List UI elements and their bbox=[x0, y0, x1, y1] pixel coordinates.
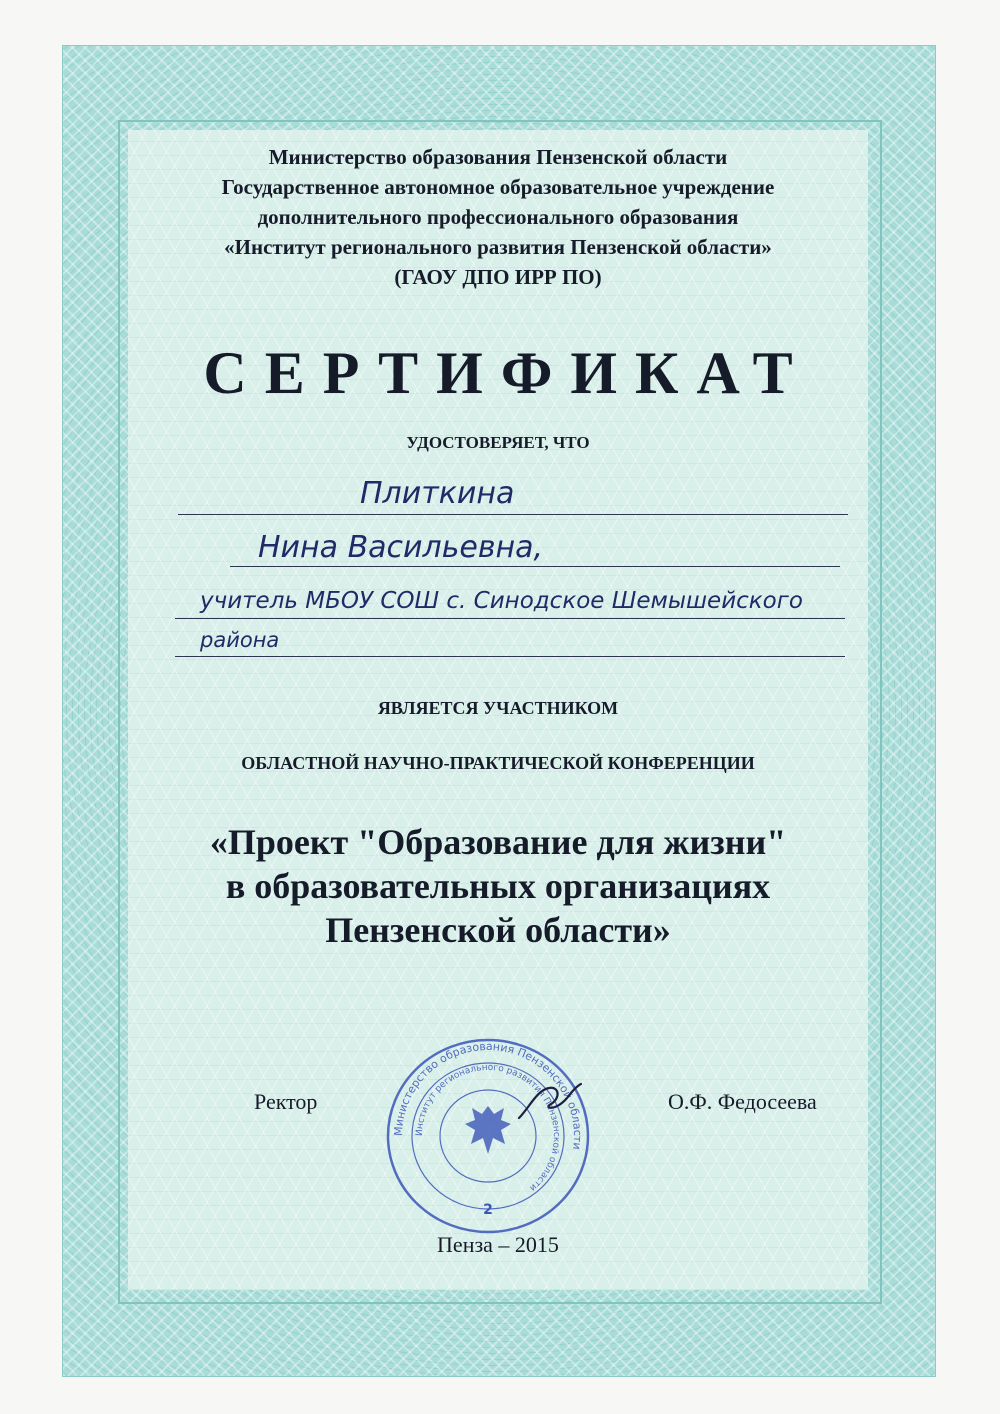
recipient-position: учитель МБОУ СОШ с. Синодское Шемышейского bbox=[200, 588, 803, 614]
header-institution-name: «Институт регионального развития Пензенской области» bbox=[224, 235, 772, 259]
position-line-2 bbox=[175, 618, 845, 657]
certificate-title: СЕРТИФИКАТ bbox=[203, 340, 811, 406]
conference-title bbox=[140, 820, 856, 952]
position-line-1 bbox=[175, 580, 845, 619]
certifies-label: УДОСТОВЕРЯЕТ, ЧТО bbox=[406, 433, 590, 452]
seal-inner-text: Институт регионального развития Пензенской области bbox=[414, 1062, 562, 1193]
header-ministry: Министерство образования Пензенской области bbox=[268, 145, 728, 169]
recipient-surname: Плиткина bbox=[360, 476, 515, 511]
name-line bbox=[230, 528, 840, 567]
seal-outer-text: Министерство образования Пензенской области bbox=[391, 1039, 585, 1151]
signatory-name: О.Ф. Федосеева bbox=[668, 1089, 817, 1114]
participant-label: ЯВЛЯЕТСЯ УЧАСТНИКОМ bbox=[377, 698, 619, 718]
seal-number: 2 bbox=[483, 1202, 493, 1218]
official-seal-icon bbox=[378, 1036, 598, 1236]
conference-label: ОБЛАСТНОЙ НАУЧНО-ПРАКТИЧЕСКОЙ КОНФЕРЕНЦИИ bbox=[241, 753, 755, 773]
issuer-header bbox=[140, 142, 856, 292]
recipient-name: Нина Васильевна, bbox=[258, 530, 544, 565]
header-education-type: дополнительного профессионального образования bbox=[257, 205, 739, 229]
conference-title-line: «Проект "Образование для жизни" bbox=[209, 822, 787, 862]
surname-line bbox=[178, 476, 848, 515]
recipient-district: района bbox=[200, 628, 280, 652]
city-year: Пенза – 2015 bbox=[437, 1232, 559, 1257]
conference-title-line: в образовательных организациях bbox=[225, 866, 771, 906]
header-abbreviation: (ГАОУ ДПО ИРР ПО) bbox=[394, 265, 602, 289]
header-institution-type: Государственное автономное образовательное учреждение bbox=[221, 175, 775, 199]
conference-title-line: Пензенской области» bbox=[325, 910, 671, 950]
rector-signature-icon bbox=[515, 1078, 585, 1126]
signatory-role: Ректор bbox=[254, 1089, 318, 1114]
